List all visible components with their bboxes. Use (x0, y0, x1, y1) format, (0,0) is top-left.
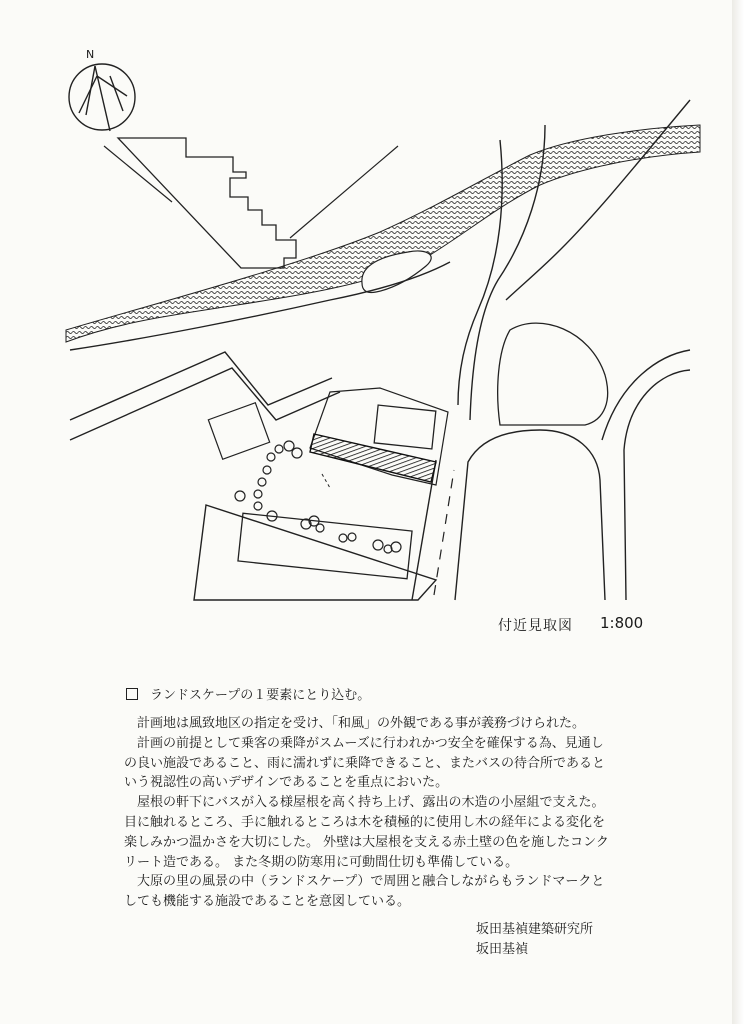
paragraph: 計画地は風致地区の指定を受け、「和風」の外観である事が義務づけられた。 (137, 716, 585, 731)
building-south (194, 505, 436, 600)
body-text (124, 714, 610, 912)
section-heading (126, 684, 370, 703)
green-area (498, 323, 608, 425)
signature-block (476, 920, 593, 960)
section-heading-text: ランドスケープの１要素にとり込む。 (150, 688, 371, 703)
river (66, 125, 700, 342)
paragraph: 大原の里の風景の中（ランドスケープ）で周囲と融合しながらもランドマークとしても機能する施設であることを意図している。 (124, 874, 605, 910)
map-caption: 付近見取図 (498, 618, 573, 634)
paragraph: 計画の前提として乗客の乗降がスムーズに行われかつ安全を確保する為、見通しの良い施設であること、雨に濡れずに乗降できること、またバスの待合所であるという視認性の高いデザインであることを重点においた。 (124, 735, 606, 791)
paragraph: 屋根の軒下にバスが入る様屋根を高く持ち上げ、露出の木造の小屋組で支えた。 目に触れるところ、手に触れるところは木を積極的に使用し木の経年による変化を楽しみかつ温かさを大切にした。 外壁は大屋根を支える赤土壁の色を施したコンクリート造である。 また冬期の防寒用に可動間仕切も準備している。 (124, 795, 609, 870)
north-arrow-icon (69, 64, 135, 131)
map-scale: 1:800 (600, 614, 644, 632)
small-building (208, 403, 269, 460)
annex-building (374, 405, 436, 449)
building-outline-north (118, 138, 296, 268)
signature-office: 坂田基禎建築研究所 (476, 922, 594, 937)
roads (70, 100, 690, 600)
bus-shelter-roof (310, 434, 436, 482)
north-label: N (86, 48, 95, 61)
road-centerline (434, 470, 454, 595)
checkbox-square-icon (126, 688, 138, 700)
signature-name: 坂田基禎 (476, 942, 529, 957)
